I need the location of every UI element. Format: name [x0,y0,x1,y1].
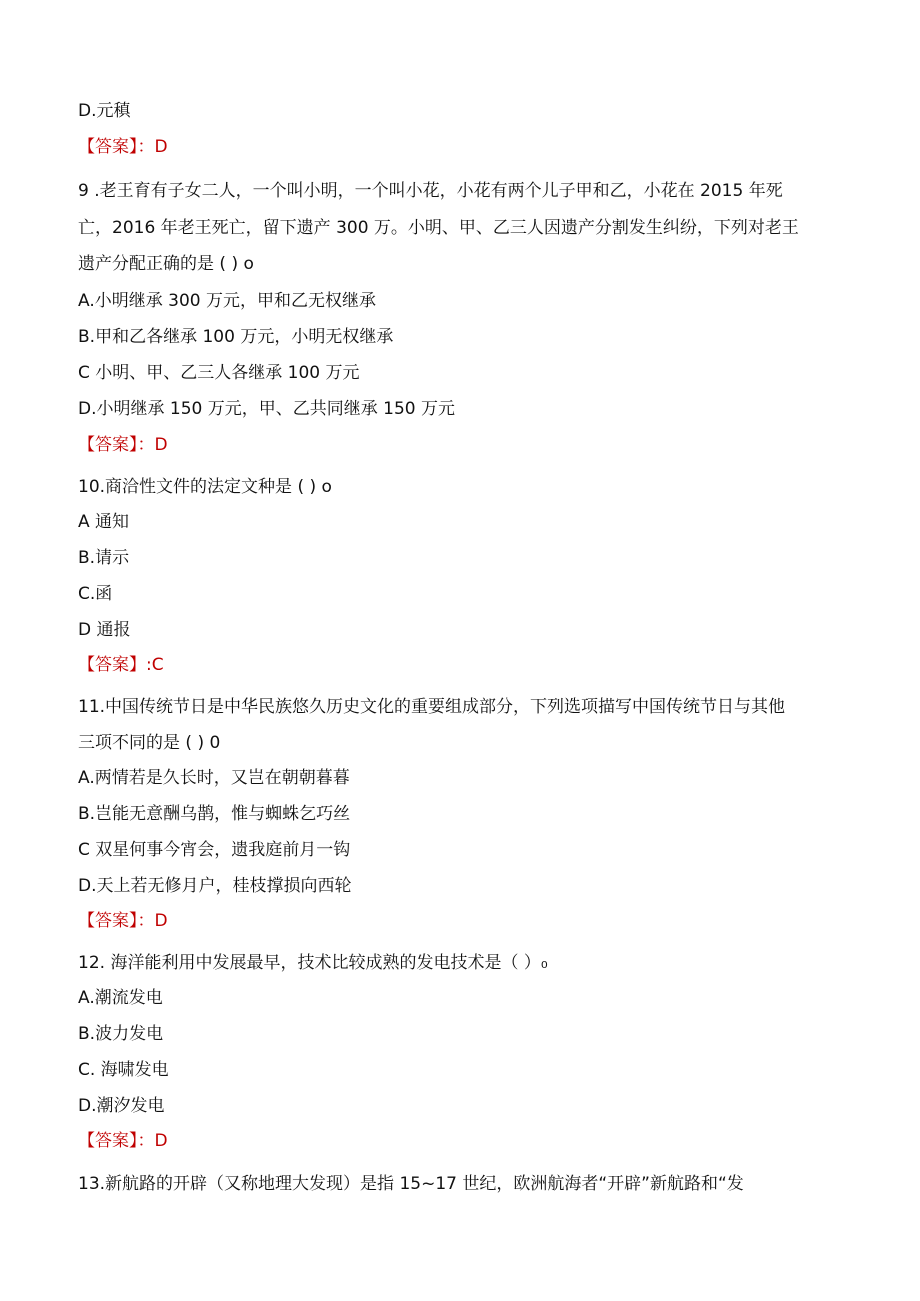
q12-option-a: A.潮流发电 [78,988,163,1008]
q9-option-b: B.甲和乙各继承 100 万元，小明无权继承 [78,327,394,347]
q11-answer: 【答案】：D [78,911,168,931]
q9-stem-line1: 9 .老王育有子女二人，一个叫小明，一个叫小花，小花有两个儿子甲和乙，小花在 2015 年死 [78,181,783,201]
q11-stem-line1: 11.中国传统节日是中华民族悠久历史文化的重要组成部分，下列选项描写中国传统节日与其他 [78,697,786,717]
q9-option-a: A.小明继承 300 万元，甲和乙无权继承 [78,291,376,311]
q9-stem-line3: 遗产分配正确的是 ( ) o [78,254,254,274]
q11-option-b: B.岂能无意酬乌鹊，惟与蜘蛛乞巧丝 [78,804,351,824]
q11-stem-line2: 三项不同的是 ( ) 0 [78,733,221,753]
q11-option-c: C 双星何事今宵会，遗我庭前月一钩 [78,840,351,860]
q12-option-b: B.波力发电 [78,1024,164,1044]
q8-option-d: D.元稹 [78,101,131,121]
q9-option-c: C 小明、甲、乙三人各继承 100 万元 [78,363,360,383]
q9-option-d: D.小明继承 150 万元，甲、乙共同继承 150 万元 [78,399,456,419]
q10-option-c: C.函 [78,584,113,604]
q9-stem-line2: 亡，2016 年老王死亡，留下遗产 300 万。小明、甲、乙三人因遗产分割发生纠纷，下列对老王 [78,218,799,238]
q12-answer: 【答案】：D [78,1131,168,1151]
q10-stem: 10.商洽性文件的法定文种是 ( ) o [78,477,332,497]
q10-answer: 【答案】:C [78,655,164,675]
q8-answer: 【答案】：D [78,137,168,157]
q12-stem: 12. 海洋能利用中发展最早，技术比较成熟的发电技术是（ ）₀ [78,953,548,973]
q11-option-d: D.天上若无修月户，桂枝撑损向西轮 [78,876,352,896]
q12-option-d: D.潮汐发电 [78,1096,165,1116]
q12-option-c: C. 海啸发电 [78,1060,169,1080]
q10-option-b: B.请示 [78,548,130,568]
q9-answer: 【答案】：D [78,435,168,455]
q11-option-a: A.两情若是久长时，又岂在朝朝暮暮 [78,768,350,788]
q10-option-a: A 通知 [78,512,130,532]
q10-option-d: D 通报 [78,620,131,640]
q13-stem-line1: 13.新航路的开辟（又称地理大发现）是指 15~17 世纪，欧洲航海者“开辟”新航路和“发 [78,1174,744,1194]
